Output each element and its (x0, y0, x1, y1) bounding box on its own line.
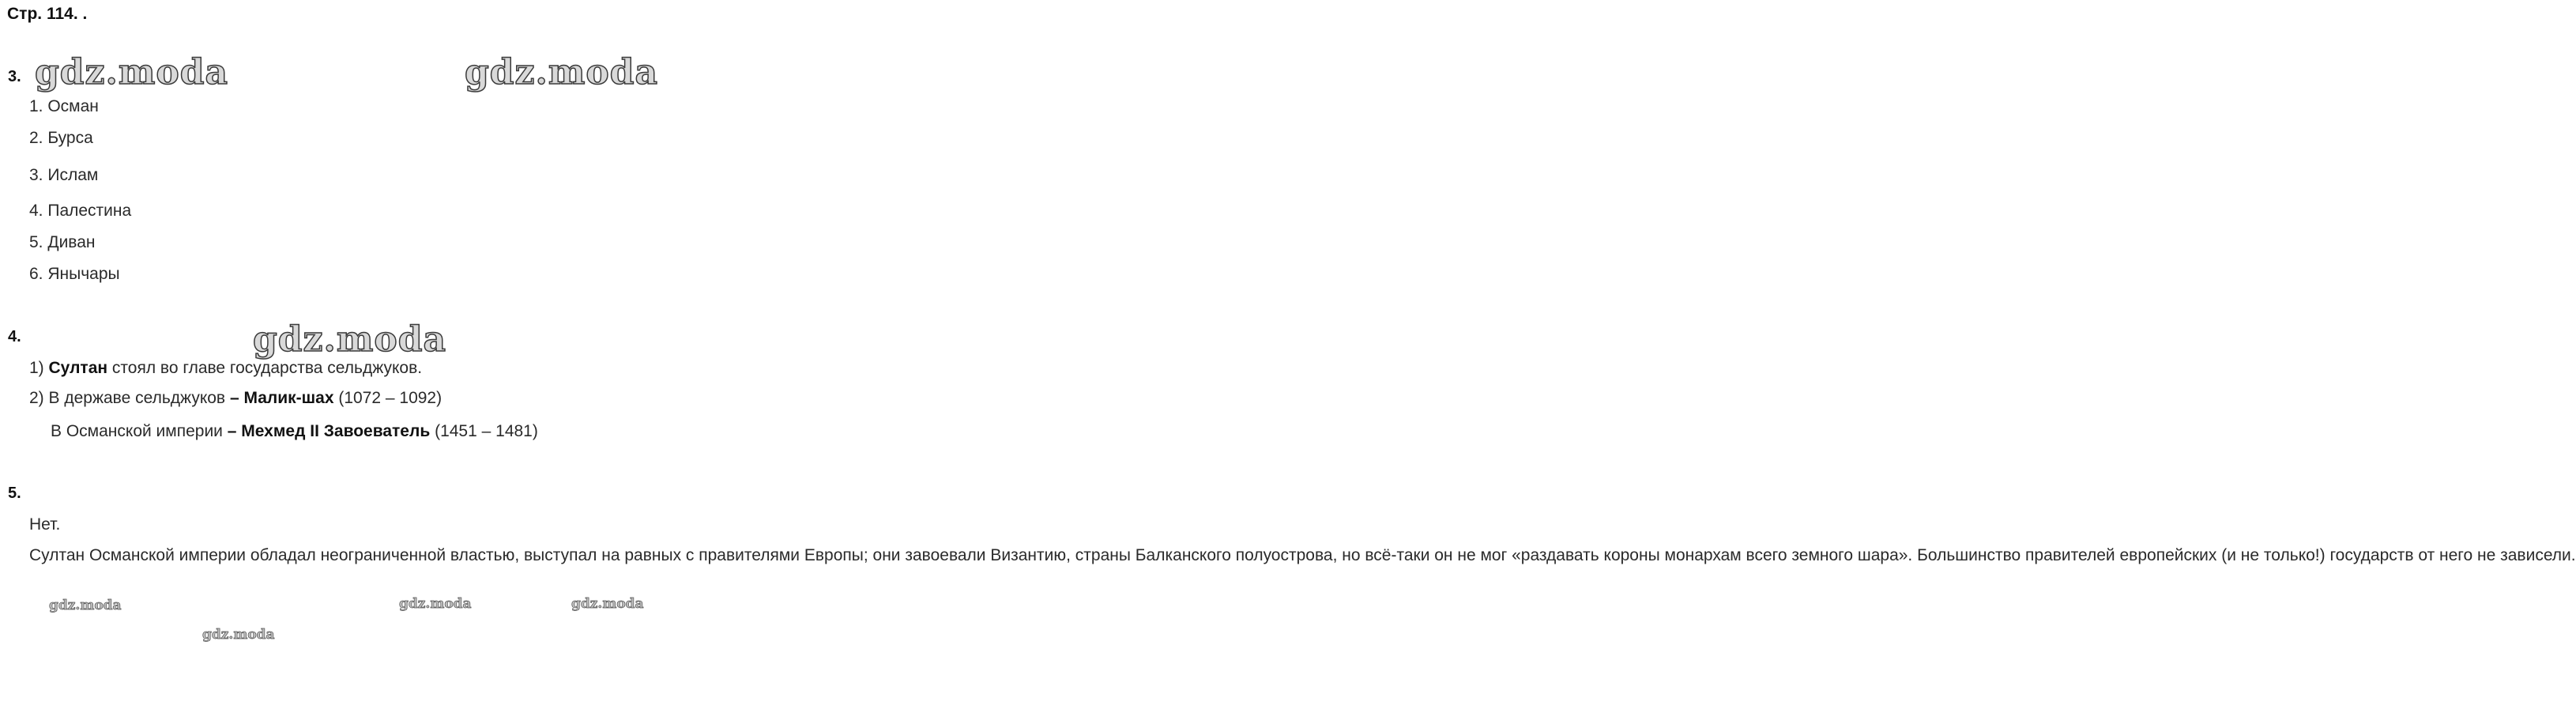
task-3-item: 5. Диван (29, 233, 96, 251)
term-bold: Султан (48, 359, 108, 377)
ruler-bold: – Мехмед II Завоеватель (227, 422, 431, 440)
task-3-item: 4. Палестина (29, 202, 132, 220)
line-rest: (1451 – 1481) (430, 422, 538, 440)
task-3-number: 3. (8, 68, 21, 85)
ruler-bold: – Малик-шах (229, 389, 334, 407)
line-rest: стоял во главе государства сельджуков. (107, 359, 423, 377)
watermark: gdz.moda (465, 52, 659, 92)
line-prefix: 2) В державе сельджуков (29, 389, 230, 407)
task-3-item: 1. Осман (29, 97, 99, 115)
page-header: Стр. 114. . (7, 5, 88, 23)
watermark: gdz.moda (253, 319, 447, 360)
watermark: gdz.moda (35, 52, 229, 92)
task-5-paragraph: Султан Османской империи обладал неограниченной властью, выступал на равных с правителями Европы; они завоевали Византию, страны Балканского полуострова, но всё-таки он не мог «раздавать короны монархам всего земного шара». Большинство правителей европейских (и не только!) государств от него не зависели. (29, 546, 2576, 564)
task-5-number: 5. (8, 485, 21, 502)
line-prefix: В Османской империи (51, 422, 228, 440)
watermark: gdz.moda (399, 596, 472, 612)
task-5-body (8, 509, 2576, 571)
watermark: gdz.moda (571, 596, 644, 612)
task-3-item: 2. Бурса (29, 129, 93, 147)
task-3-item: 3. Ислам (29, 166, 99, 184)
line-rest: (1072 – 1092) (333, 389, 443, 407)
watermark: gdz.moda (49, 598, 122, 613)
task-4-line-2 (29, 389, 442, 408)
task-4-line-3 (51, 422, 538, 441)
task-4-number: 4. (8, 328, 21, 345)
task-5-answer: Нет. (29, 515, 61, 534)
watermark: gdz.moda (202, 627, 275, 643)
line-prefix: 1) (29, 359, 49, 377)
task-4-line-1 (29, 359, 422, 378)
task-3-item: 6. Янычары (29, 265, 120, 283)
